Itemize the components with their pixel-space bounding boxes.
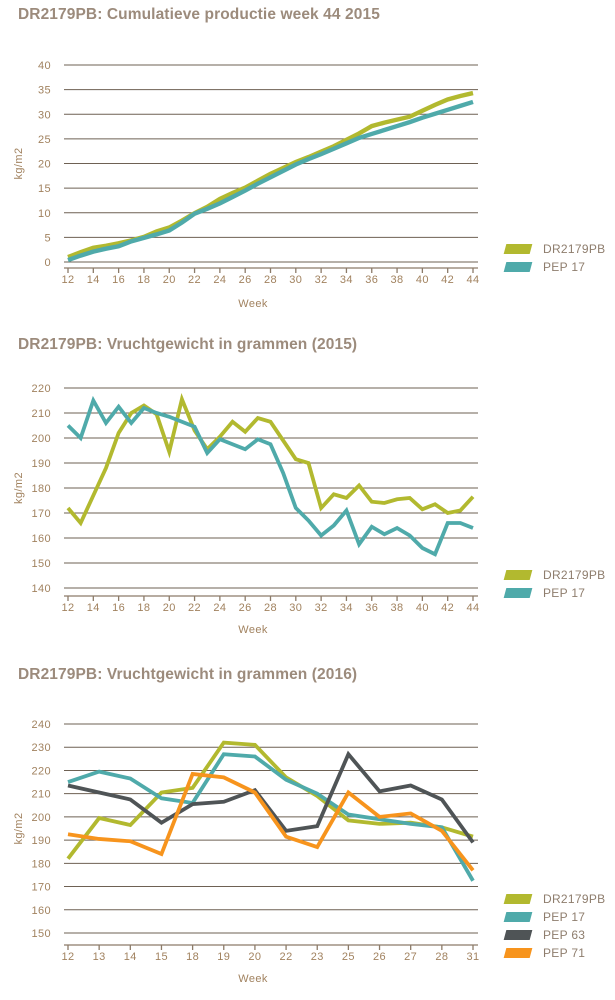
legend-label: PEP 71: [543, 946, 586, 960]
x-tick-label: 26: [238, 274, 252, 286]
x-tick-label: 26: [373, 951, 387, 963]
x-tick-label: 20: [162, 602, 176, 614]
x-tick-label: 38: [390, 602, 404, 614]
x-axis-label: Week: [238, 298, 268, 310]
x-tick-label: 30: [289, 602, 303, 614]
x-tick-label: 24: [213, 274, 227, 286]
y-tick-label: 150: [31, 558, 51, 570]
x-tick-label: 36: [365, 602, 379, 614]
legend-swatch: [504, 948, 533, 958]
x-tick-label: 19: [217, 951, 231, 963]
legend-item: [505, 894, 605, 904]
legend: [505, 570, 605, 598]
y-axis-label: kg/m2: [13, 472, 25, 504]
legend-swatch: [504, 588, 533, 598]
x-tick-label: 32: [314, 602, 328, 614]
x-tick-label: 22: [188, 274, 202, 286]
chart-fruit-weight-2016: [0, 660, 615, 1000]
x-tick-label: 14: [123, 951, 137, 963]
x-tick-label: 20: [248, 951, 262, 963]
y-tick-label: 15: [37, 183, 51, 196]
x-tick-label: 14: [86, 274, 100, 286]
x-tick-label: 26: [238, 602, 252, 614]
line-plot: [0, 330, 615, 660]
x-tick-label: 16: [112, 274, 126, 286]
x-tick-label: 40: [415, 602, 429, 614]
series-line-pep-17: [68, 102, 473, 260]
legend-item: [505, 244, 605, 254]
y-tick-label: 0: [44, 257, 51, 269]
y-axis-label: kg/m2: [13, 812, 25, 845]
y-tick-label: 200: [31, 433, 51, 445]
y-axis-label: kg/m2: [13, 147, 25, 180]
x-tick-label: 23: [310, 951, 324, 963]
legend-item: [505, 930, 605, 940]
x-tick-label: 16: [112, 602, 126, 614]
legend-swatch: [504, 894, 533, 904]
x-tick-label: 32: [314, 274, 328, 286]
y-tick-label: 150: [31, 928, 51, 940]
legend-label: DR2179PB: [543, 242, 606, 256]
chart-title: DR2179PB: Vruchtgewicht in grammen (2016): [18, 666, 358, 683]
legend-label: DR2179PB: [543, 892, 606, 906]
y-tick-label: 170: [31, 881, 51, 894]
x-tick-label: 22: [279, 951, 293, 963]
y-tick-label: 220: [31, 383, 51, 395]
legend-item: [505, 570, 605, 580]
line-plot: [0, 0, 615, 330]
y-tick-label: 210: [31, 788, 51, 801]
x-tick-label: 15: [154, 951, 168, 963]
x-tick-label: 28: [263, 274, 278, 286]
legend: [505, 244, 605, 272]
legend-swatch: [504, 570, 533, 580]
y-tick-label: 10: [37, 207, 51, 220]
legend-swatch: [504, 244, 533, 254]
y-tick-label: 190: [31, 458, 51, 470]
y-tick-label: 35: [37, 84, 51, 97]
x-tick-label: 12: [61, 951, 75, 963]
legend-label: PEP 63: [543, 928, 586, 942]
x-tick-label: 34: [339, 274, 353, 286]
x-tick-label: 22: [188, 602, 202, 614]
y-tick-label: 30: [37, 109, 51, 122]
legend-item: [505, 588, 605, 598]
x-tick-label: 25: [341, 951, 355, 963]
y-tick-label: 20: [37, 158, 51, 171]
y-tick-label: 220: [31, 765, 51, 778]
y-tick-label: 210: [31, 408, 51, 420]
x-tick-label: 20: [162, 274, 176, 286]
x-tick-label: 42: [441, 602, 455, 614]
y-tick-label: 200: [31, 811, 51, 824]
x-tick-label: 12: [61, 602, 75, 614]
legend-swatch: [504, 930, 533, 940]
x-tick-label: 31: [466, 951, 480, 963]
legend-label: PEP 17: [543, 586, 586, 600]
x-tick-label: 40: [415, 274, 429, 286]
x-tick-label: 18: [186, 951, 200, 963]
y-tick-label: 160: [31, 904, 51, 917]
x-tick-label: 34: [339, 602, 353, 614]
x-tick-label: 14: [86, 602, 100, 614]
legend-swatch: [504, 912, 533, 922]
x-tick-label: 28: [263, 602, 278, 614]
y-tick-label: 170: [31, 508, 51, 520]
x-tick-label: 24: [213, 602, 227, 614]
chart-title: DR2179PB: Vruchtgewicht in grammen (2015): [18, 336, 358, 353]
x-tick-label: 18: [137, 602, 151, 614]
x-tick-label: 44: [466, 602, 480, 614]
x-tick-label: 44: [466, 274, 480, 286]
x-tick-label: 42: [441, 274, 455, 286]
y-tick-label: 160: [31, 533, 51, 545]
y-tick-label: 5: [44, 232, 51, 245]
legend-item: [505, 912, 605, 922]
legend: [505, 894, 605, 958]
y-tick-label: 25: [37, 133, 51, 146]
y-tick-label: 190: [31, 835, 51, 848]
y-tick-label: 40: [37, 60, 51, 72]
y-tick-label: 180: [31, 858, 51, 871]
legend-swatch: [504, 262, 533, 272]
x-tick-label: 30: [289, 274, 303, 286]
y-tick-label: 140: [31, 583, 51, 595]
chart-cumulative-production-2015: [0, 0, 615, 330]
x-tick-label: 12: [61, 274, 75, 286]
x-tick-label: 18: [137, 274, 151, 286]
x-axis-label: Week: [238, 973, 268, 985]
x-tick-label: 38: [390, 274, 404, 286]
legend-label: PEP 17: [543, 910, 586, 924]
y-tick-label: 230: [31, 742, 51, 755]
legend-label: DR2179PB: [543, 568, 606, 582]
x-tick-label: 27: [404, 951, 418, 963]
legend-item: [505, 262, 605, 272]
legend-label: PEP 17: [543, 260, 586, 274]
chart-title: DR2179PB: Cumulatieve productie week 44 2015: [18, 6, 380, 23]
x-tick-label: 13: [92, 951, 106, 963]
y-tick-label: 180: [31, 483, 51, 495]
x-tick-label: 36: [365, 274, 379, 286]
chart-fruit-weight-2015: [0, 330, 615, 660]
y-tick-label: 240: [31, 719, 51, 731]
legend-item: [505, 948, 605, 958]
x-axis-label: Week: [238, 624, 268, 636]
x-tick-label: 28: [435, 951, 449, 963]
